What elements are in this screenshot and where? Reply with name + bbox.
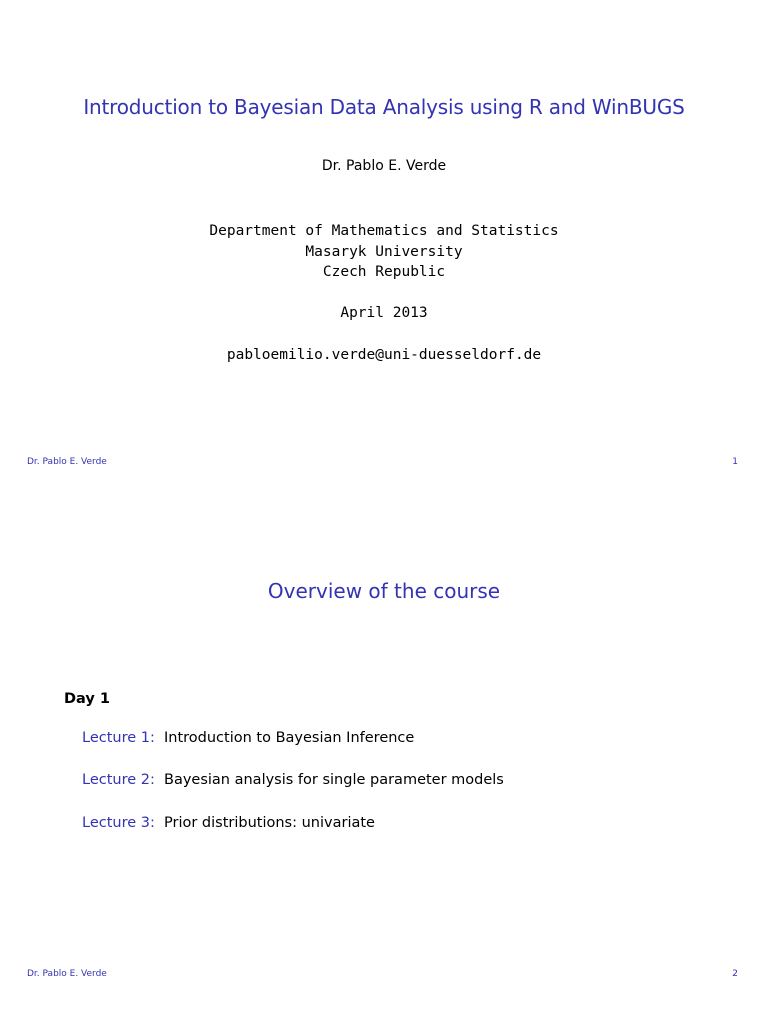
affiliation-university: Masaryk University bbox=[305, 243, 463, 260]
lecture-label: Lecture 2: bbox=[82, 772, 155, 788]
lecture-label: Lecture 3: bbox=[82, 815, 155, 831]
page-number: 1 bbox=[732, 457, 738, 467]
author-name: Dr. Pablo E. Verde bbox=[321, 158, 447, 174]
author-email: pabloemilio.verde@uni-duesseldorf.de bbox=[226, 347, 542, 363]
affiliation-country: Czech Republic bbox=[322, 264, 446, 280]
lecture-title: Prior distributions: univariate bbox=[164, 815, 375, 831]
page-number: 2 bbox=[732, 969, 738, 979]
footer-author: Dr. Pablo E. Verde bbox=[27, 969, 107, 979]
lecture-item bbox=[82, 730, 414, 746]
lecture-item bbox=[82, 815, 375, 831]
lecture-title: Bayesian analysis for single parameter models bbox=[164, 772, 504, 788]
affiliation-block bbox=[0, 221, 768, 283]
lecture-item bbox=[82, 772, 504, 788]
footer-author: Dr. Pablo E. Verde bbox=[27, 457, 107, 467]
lecture-title: Introduction to Bayesian Inference bbox=[164, 730, 415, 746]
affiliation-department: Department of Mathematics and Statistics bbox=[209, 223, 559, 239]
slide-title: Introduction to Bayesian Data Analysis using R and WinBUGS bbox=[83, 95, 685, 119]
slide-2 bbox=[0, 512, 768, 1024]
slide-title: Overview of the course bbox=[267, 579, 501, 603]
presentation-date: April 2013 bbox=[340, 305, 428, 321]
day-heading: Day 1 bbox=[64, 691, 110, 707]
lecture-label: Lecture 1: bbox=[82, 730, 155, 746]
